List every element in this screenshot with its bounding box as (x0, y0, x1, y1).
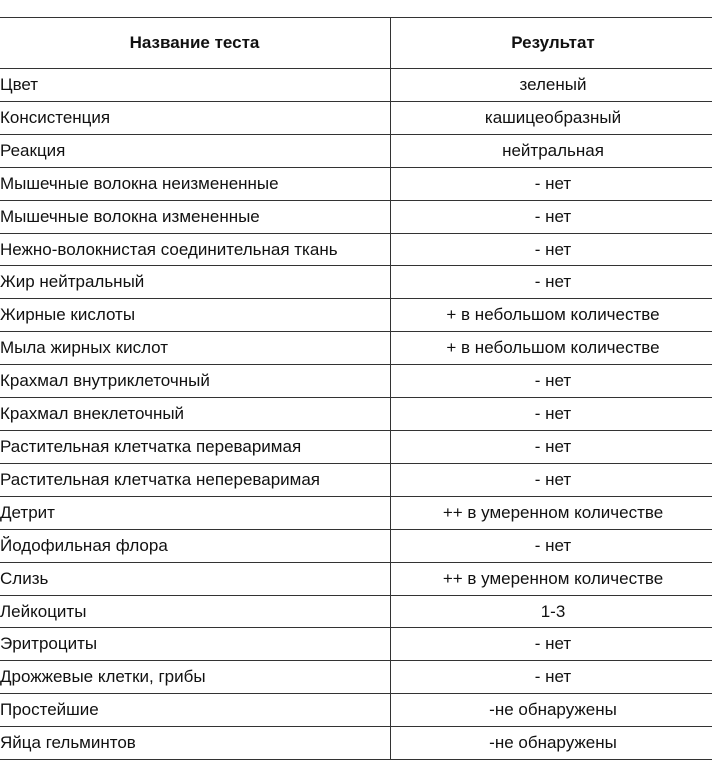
table-row (0, 430, 712, 463)
header-result: Результат (391, 18, 712, 69)
test-name-cell: Нежно-волокнистая соединительная ткань (0, 233, 391, 266)
table-row (0, 398, 712, 431)
table-row (0, 134, 712, 167)
table-header (0, 18, 712, 69)
test-name-cell: Эритроциты (0, 628, 391, 661)
table-row (0, 266, 712, 299)
results-table (0, 17, 712, 760)
result-cell: - нет (391, 529, 712, 562)
result-cell: - нет (391, 463, 712, 496)
test-name-cell: Мышечные волокна неизмененные (0, 167, 391, 200)
test-name-cell: Растительная клетчатка переваримая (0, 430, 391, 463)
test-name-cell: Растительная клетчатка непереваримая (0, 463, 391, 496)
result-cell: ++ в умеренном количестве (391, 562, 712, 595)
test-name-cell: Слизь (0, 562, 391, 595)
table-row (0, 463, 712, 496)
table-row (0, 101, 712, 134)
header-row (0, 18, 712, 69)
result-cell: + в небольшом количестве (391, 299, 712, 332)
table-row (0, 299, 712, 332)
test-name-cell: Жир нейтральный (0, 266, 391, 299)
table-row (0, 694, 712, 727)
table-row (0, 529, 712, 562)
table-row (0, 332, 712, 365)
table-row (0, 727, 712, 760)
result-cell: - нет (391, 398, 712, 431)
test-name-cell: Крахмал внеклеточный (0, 398, 391, 431)
result-cell: - нет (391, 430, 712, 463)
table-row (0, 365, 712, 398)
result-cell: - нет (391, 200, 712, 233)
result-cell: кашицеобразный (391, 101, 712, 134)
table-body (0, 69, 712, 760)
header-test-name: Название теста (0, 18, 391, 69)
table-row (0, 200, 712, 233)
result-cell: - нет (391, 233, 712, 266)
result-cell: -не обнаружены (391, 727, 712, 760)
table-row (0, 69, 712, 102)
result-cell: - нет (391, 167, 712, 200)
test-name-cell: Простейшие (0, 694, 391, 727)
test-name-cell: Крахмал внутриклеточный (0, 365, 391, 398)
result-cell: + в небольшом количестве (391, 332, 712, 365)
table-row (0, 233, 712, 266)
test-name-cell: Дрожжевые клетки, грибы (0, 661, 391, 694)
table-row (0, 167, 712, 200)
test-name-cell: Яйца гельминтов (0, 727, 391, 760)
result-cell: - нет (391, 266, 712, 299)
result-cell: - нет (391, 661, 712, 694)
table-row (0, 496, 712, 529)
test-name-cell: Йодофильная флора (0, 529, 391, 562)
result-cell: - нет (391, 365, 712, 398)
test-name-cell: Реакция (0, 134, 391, 167)
result-cell: ++ в умеренном количестве (391, 496, 712, 529)
cropped-top-text-fragment (420, 0, 620, 5)
test-name-cell: Детрит (0, 496, 391, 529)
test-name-cell: Лейкоциты (0, 595, 391, 628)
table-row (0, 562, 712, 595)
test-name-cell: Жирные кислоты (0, 299, 391, 332)
result-cell: 1-3 (391, 595, 712, 628)
test-name-cell: Мышечные волокна измененные (0, 200, 391, 233)
test-name-cell: Мыла жирных кислот (0, 332, 391, 365)
result-cell: зеленый (391, 69, 712, 102)
table-row (0, 595, 712, 628)
result-cell: -не обнаружены (391, 694, 712, 727)
table-row (0, 661, 712, 694)
result-cell: - нет (391, 628, 712, 661)
table-row (0, 628, 712, 661)
result-cell: нейтральная (391, 134, 712, 167)
test-name-cell: Цвет (0, 69, 391, 102)
test-name-cell: Консистенция (0, 101, 391, 134)
